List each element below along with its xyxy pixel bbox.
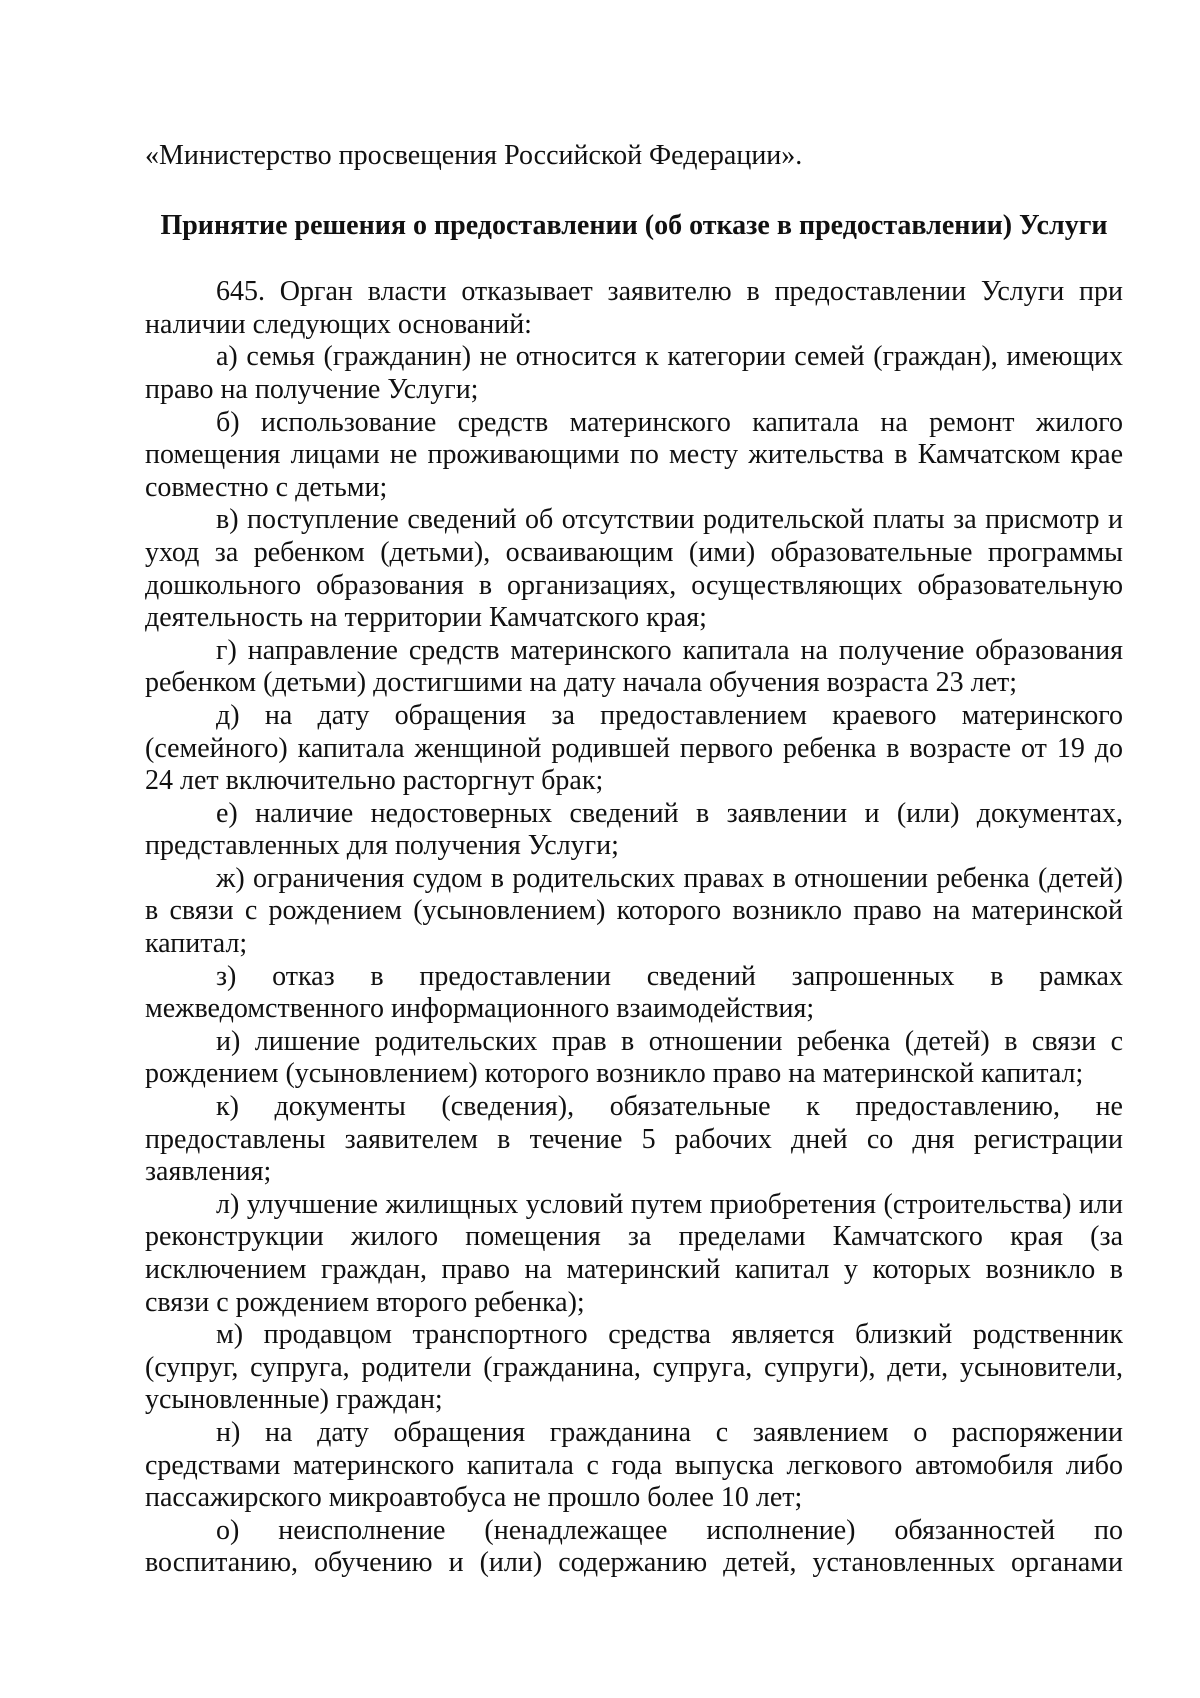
paragraph: б) использование средств материнского капитала на ремонт жилого помещения лицами не проживающими по месту жительства в Камчатском крае совместно с детьми; (145, 406, 1123, 503)
paragraph: в) поступление сведений об отсутствии родительской платы за присмотр и уход за ребенком (детьми), осваивающим (ими) образовательные программы дошкольного образования в организациях, осуществляющих образовательную деятельность на территории Камчатского края; (145, 504, 1123, 634)
paragraph: м) продавцом транспортного средства является близкий родственник (супруг, супруга, родители (гражданина, супруга, супруги), дети, усыновители, усыновленные) граждан; (145, 1319, 1123, 1416)
paragraph: е) наличие недостоверных сведений в заявлении и (или) документах, представленных для получения Услуги; (145, 797, 1123, 862)
paragraph: а) семья (гражданин) не относится к категории семей (граждан), имеющих право на получение Услуги; (145, 341, 1123, 405)
paragraph: з) отказ в предоставлении сведений запрошенных в рамках межведомственного информационного взаимодействия; (145, 960, 1123, 1025)
paragraph: л) улучшение жилищных условий путем приобретения (строительства) или реконструкции жилого помещения за пределами Камчатского края (за исключением граждан, право на материнский капитал у которых возникло в связи с рождением второго ребенка); (145, 1188, 1123, 1318)
paragraph: ж) ограничения судом в родительских правах в отношении ребенка (детей) в связи с рождением (усыновлением) которого возникло право на материнской капитал; (145, 862, 1123, 960)
paragraph: н) на дату обращения гражданина с заявлением о распоряжении средствами материнского капитала с года выпуска легкового автомобиля либо пассажирского микроавтобуса не прошло более 10 лет; (145, 1416, 1123, 1514)
intro-line: «Министерство просвещения Российской Федерации». (145, 140, 803, 171)
paragraph: о) неисполнение (ненадлежащее исполнение) обязанностей по воспитанию, обучению и (или) содержанию детей, установленных органами (145, 1514, 1123, 1579)
paragraph: д) на дату обращения за предоставлением краевого материнского (семейного) капитала женщиной родившей первого ребенка в возрасте от 19 до 24 лет включительно расторгнут брак; (145, 699, 1123, 797)
paragraph: 645. Орган власти отказывает заявителю в предоставлении Услуги при наличии следующих оснований: (145, 276, 1123, 340)
paragraph: г) направление средств материнского капитала на получение образования ребенком (детьми) достигшими на дату начала обучения возраста 23 лет; (145, 634, 1123, 699)
document-page (145, 140, 1123, 1580)
paragraph-list (145, 276, 1123, 1580)
paragraph: к) документы (сведения), обязательные к предоставлению, не предоставлены заявителем в течение 5 рабочих дней со дня регистрации заявления; (145, 1091, 1123, 1188)
section-heading: Принятие решения о предоставлении (об отказе в предоставлении) Услуги (160, 209, 1108, 241)
paragraph: и) лишение родительских прав в отношении ребенка (детей) в связи с рождением (усыновлением) которого возникло право на материнской капитал; (145, 1025, 1123, 1090)
